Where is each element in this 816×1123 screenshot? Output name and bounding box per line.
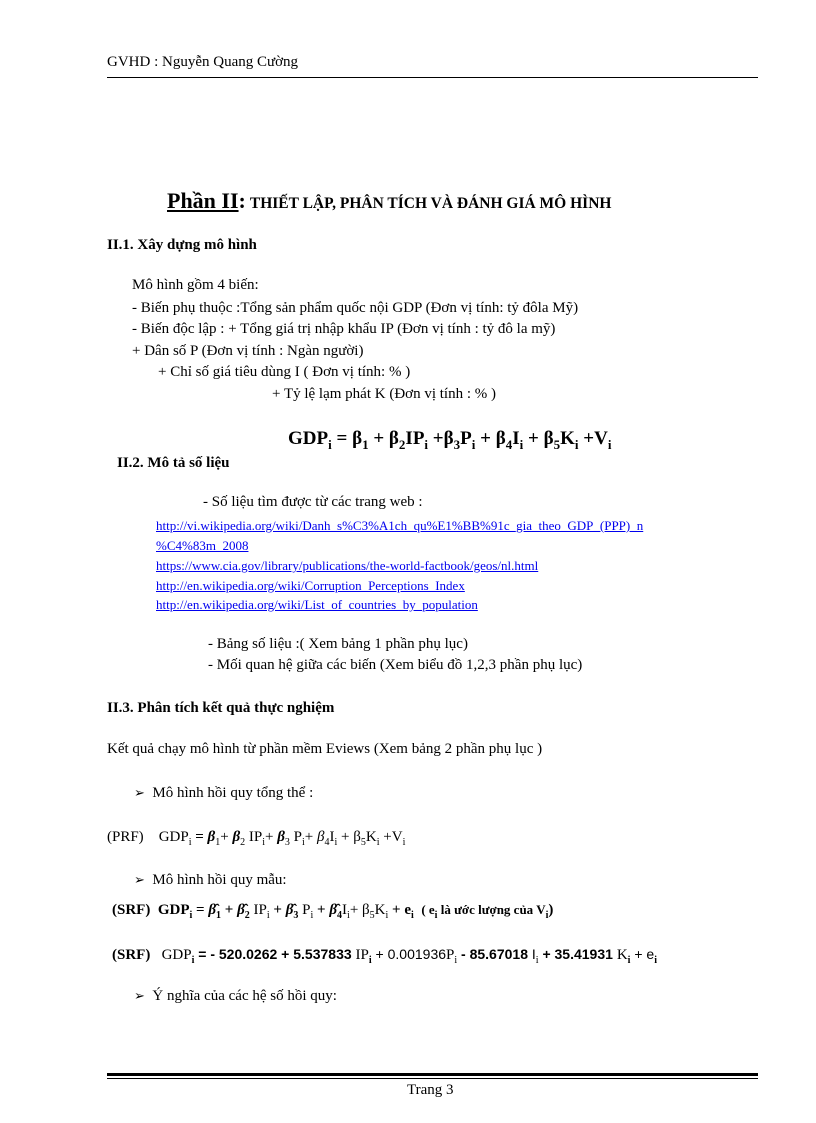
srf2-coef-i: - 85.67018	[457, 946, 532, 962]
eq-gdp: GDP	[288, 428, 329, 449]
prf-ip: IP	[245, 829, 263, 845]
data-table-note: - Bảng số liệu :( Xem bảng 1 phần phụ lục)	[208, 636, 468, 652]
bullet-sample-model	[134, 872, 287, 889]
srf1-p: P	[298, 902, 311, 918]
prf-label: (PRF)	[107, 829, 144, 845]
model-equation	[288, 428, 611, 453]
section-heading-1: II.1. Xây dựng mô hình	[107, 237, 257, 253]
footer-divider-thin	[107, 1078, 758, 1079]
srf1-note: ( e	[421, 902, 435, 917]
eq-sub: i	[328, 436, 332, 452]
srf1-close: )	[548, 902, 554, 918]
srf1-equals: =	[192, 902, 209, 918]
prf-sub: i	[188, 837, 192, 848]
eq-beta: β	[495, 428, 506, 449]
title-text: THIẾT LẬP, PHÂN TÍCH VÀ ĐÁNH GIÁ MÔ HÌNH	[249, 195, 612, 212]
prf-beta: β	[317, 829, 325, 845]
srf1-sub: i	[411, 910, 414, 921]
srf1-beta: β	[362, 902, 370, 918]
prf-sub: i	[376, 837, 380, 848]
section-heading-3: II.3. Phân tích kết quả thực nghiệm	[107, 700, 335, 716]
eq-sub: 2	[398, 436, 406, 452]
srf1-sub: i	[385, 910, 389, 921]
srf2-equals: =	[194, 946, 211, 962]
srf2-i: I	[531, 946, 536, 962]
srf1-sub: i	[347, 910, 350, 921]
bullet-text: Mô hình hồi quy tổng thể :	[152, 785, 314, 801]
prf-sub: i	[334, 837, 338, 848]
bullet-text: Ý nghĩa của các hệ số hồi quy:	[152, 988, 337, 1004]
srf1-sub: i	[310, 910, 314, 921]
arrow-bullet-icon: ➢	[134, 872, 145, 887]
prf-sub: 2	[240, 837, 246, 848]
source-link-wikipedia-gdp-cont[interactable]: %C4%83m_2008	[156, 538, 249, 553]
srf1-sub: 2	[244, 910, 250, 921]
prf-sub: i	[402, 837, 406, 848]
variable-relation-note: - Mối quan hệ giữa các biến (Xem biểu đồ 1,2,3 phần phụ lục)	[208, 657, 583, 673]
srf2-coef-ip: + 5.537833	[277, 946, 356, 962]
srf2-e: + e	[630, 946, 655, 962]
srf1-ip: IP	[249, 902, 267, 918]
srf1-sub: i	[545, 910, 549, 921]
prf-equals: =	[191, 829, 208, 845]
srf2-sub: i	[654, 955, 657, 966]
model-intro: Mô hình gồm 4 biến:	[132, 277, 259, 293]
prf-beta: β	[207, 829, 216, 845]
eq-ip: IP	[405, 428, 425, 449]
srf1-e: e	[404, 902, 412, 918]
srf2-k: K	[616, 947, 628, 963]
title-colon: :	[238, 188, 246, 213]
prf-sub: 1	[215, 837, 221, 848]
bullet-text: Mô hình hồi quy mẫu:	[152, 872, 287, 888]
prf-sub: i	[262, 837, 266, 848]
prf-v: +V	[379, 829, 403, 845]
eq-sub: i	[519, 436, 524, 452]
eq-plus: +	[523, 428, 544, 449]
srf1-sub: 3	[293, 910, 299, 921]
eq-beta: β	[543, 428, 554, 449]
prf-beta: β	[232, 829, 241, 845]
header-divider	[107, 77, 758, 78]
eq-sub: 4	[505, 436, 513, 452]
source-link-cia-factbook[interactable]: https://www.cia.gov/library/publications/the-world-factbook/geos/nl.html	[156, 558, 539, 573]
arrow-bullet-icon: ➢	[134, 988, 145, 1003]
srf2-sub: i	[191, 955, 195, 966]
prf-equation: (PRF) $GDP_i = \beta_1+ \beta_2$ $IP_i+ \beta_3$ $P_i+ \beta_4I_i + \beta_5K_i +V_i$	[107, 829, 406, 848]
srf-equation-symbolic: (SRF) $GDP_i$ = $\betâ_1$ + $\betâ_2$ $IP_i$ + $\betâ_3$ $P_i$ + $\betâ_4I_i+ \beta_5K_i + e_i$ ( $e_i$ là ước lượng của $V_i$)	[112, 902, 554, 921]
independent-variable-line: - Biến độc lập : + Tổng giá trị nhập khẩu IP (Đơn vị tính : tỷ đô la mỹ)	[132, 321, 556, 337]
eq-k: K	[560, 428, 575, 449]
srf1-sub: 5	[369, 910, 375, 921]
prf-beta: β	[277, 829, 285, 845]
srf1-i: I	[342, 902, 348, 918]
srf1-k: K	[374, 902, 386, 918]
header-advisor: GVHD : Nguyễn Quang Cường	[107, 54, 299, 70]
eq-beta: β	[443, 428, 454, 449]
srf2-p: P	[446, 947, 455, 963]
srf-equation-estimated	[112, 946, 657, 966]
srf2-coef-k: + 35.41931	[538, 946, 617, 962]
eviews-intro: Kết quả chạy mô hình từ phần mềm Eviews (Xem bảng 2 phần phụ lục )	[107, 741, 543, 757]
eq-v: +V	[578, 428, 608, 449]
inflation-variable-line: + Tỷ lệ lạm phát K (Đơn vị tính : % )	[272, 386, 496, 402]
prf-sub: 5	[360, 837, 366, 848]
srf2-sub: i	[368, 955, 372, 966]
eq-plus: +	[428, 428, 444, 449]
page-title	[167, 188, 611, 214]
eq-sub: i	[471, 436, 476, 452]
srf1-label: (SRF)	[112, 902, 151, 918]
eq-beta: β	[388, 428, 399, 449]
prf-k: K	[365, 829, 377, 845]
eq-sub: i	[424, 436, 429, 452]
srf2-label: (SRF)	[112, 947, 151, 963]
prf-sub: i	[302, 837, 305, 848]
prf-beta: β	[353, 829, 361, 845]
srf1-sub: 1	[216, 910, 222, 921]
eq-sub: i	[607, 436, 612, 452]
srf2-ip: IP	[355, 947, 369, 963]
prf-p: P	[289, 829, 303, 845]
srf1-betahat: β̂	[285, 902, 294, 918]
srf1-sub: i	[266, 910, 270, 921]
title-part: Phần II	[167, 188, 239, 213]
source-link-corruption-index[interactable]: http://en.wikipedia.org/wiki/Corruption_Perceptions_Index	[156, 578, 465, 593]
eq-i: I	[512, 428, 520, 449]
arrow-bullet-icon: ➢	[134, 785, 145, 800]
data-source-label: - Số liệu tìm được từ các trang web :	[203, 494, 423, 510]
eq-beta: β	[352, 428, 363, 449]
prf-sub: 4	[324, 837, 330, 848]
eq-plus: +	[368, 428, 389, 449]
eq-equals: =	[331, 428, 353, 449]
srf2-sub: i	[535, 955, 539, 966]
srf1-sub: 4	[337, 910, 343, 921]
dependent-variable-line: - Biến phụ thuộc :Tổng sản phẩm quốc nội GDP (Đơn vị tính: tỷ đôla Mỹ)	[132, 300, 579, 316]
prf-sub: 3	[284, 837, 290, 848]
srf1-betahat: β̂	[329, 902, 338, 918]
section-heading-2: II.2. Mô tả số liệu	[117, 455, 230, 471]
srf1-note: là ước lượng của V	[437, 902, 546, 917]
srf1-betahat: β̂	[237, 902, 245, 918]
eq-plus: +	[475, 428, 496, 449]
srf2-sub: i	[454, 955, 458, 966]
bullet-coefficient-meaning	[134, 988, 337, 1005]
srf2-coef-p: + 0.001936	[371, 946, 447, 962]
source-link-population[interactable]: http://en.wikipedia.org/wiki/List_of_countries_by_population	[156, 597, 478, 612]
bullet-population-model	[134, 785, 313, 802]
population-variable-line: + Dân số P (Đơn vị tính : Ngàn người)	[132, 343, 364, 359]
eq-sub: 3	[453, 436, 461, 452]
eq-sub: i	[574, 436, 579, 452]
prf-gdp: GDP	[158, 829, 189, 845]
srf1-sub: i	[189, 910, 193, 921]
srf2-gdp: GDP	[161, 947, 192, 963]
eq-p: P	[460, 428, 472, 449]
srf1-sub: i	[434, 910, 438, 921]
srf1-gdp: GDP	[157, 902, 190, 918]
eq-sub: 1	[362, 436, 369, 452]
eq-sub: 5	[553, 436, 561, 452]
footer-divider-thick	[107, 1073, 758, 1076]
page-number: Trang 3	[407, 1082, 454, 1098]
srf2-intercept: - 520.0262	[210, 946, 278, 962]
srf2-sub: i	[627, 955, 631, 966]
prf-i: I	[329, 829, 335, 845]
cpi-variable-line: + Chỉ số giá tiêu dùng I ( Đơn vị tính: % )	[158, 364, 411, 380]
source-link-wikipedia-gdp[interactable]: http://vi.wikipedia.org/wiki/Danh_s%C3%A1ch_qu%E1%BB%91c_gia_theo_GDP_(PPP)_n	[156, 518, 644, 533]
srf1-betahat: β̂	[208, 902, 217, 918]
